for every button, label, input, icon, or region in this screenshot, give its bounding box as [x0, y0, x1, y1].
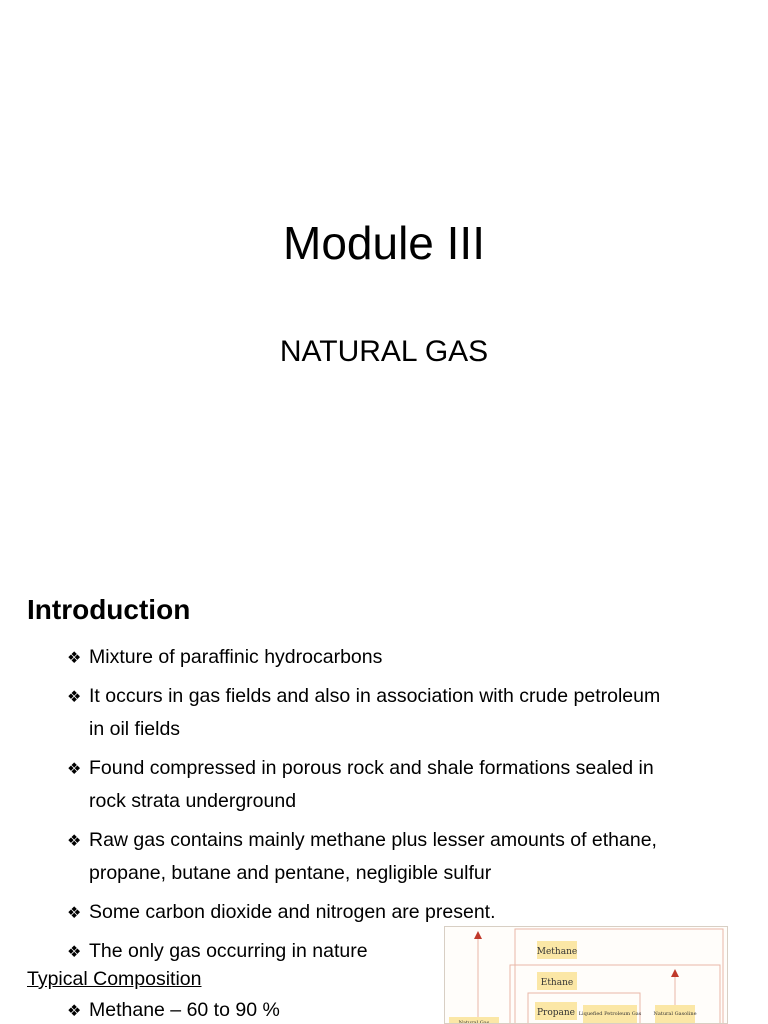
diagram-svg	[445, 927, 728, 1024]
bullet-text: Found compressed in porous rock and shale formations sealed in	[89, 757, 654, 779]
bullet-text-continued: in oil fields	[89, 718, 181, 740]
composition-list	[67, 994, 280, 1024]
bullet-text: Mixture of paraffinic hydrocarbons	[89, 646, 383, 668]
bullet-text: It occurs in gas fields and also in association with crude petroleum	[89, 685, 661, 707]
module-title: Module III	[283, 217, 485, 269]
bullet-text: Raw gas contains mainly methane plus lesser amounts of ethane,	[89, 829, 657, 851]
diamond-bullet-icon: ❖	[67, 759, 82, 778]
bullet-item	[67, 641, 737, 674]
up-arrow-icon	[474, 931, 482, 939]
bullet-text: Some carbon dioxide and nitrogen are present.	[89, 901, 496, 923]
propane-label: Propane	[536, 1008, 576, 1018]
bullet-item	[67, 680, 737, 746]
typical-composition-heading: Typical Composition	[27, 968, 202, 990]
composition-item	[67, 994, 280, 1024]
bullet-item	[67, 896, 737, 929]
bullet-text-continued: rock strata underground	[89, 790, 297, 812]
introduction-bullet-list	[67, 641, 737, 974]
diamond-bullet-icon: ❖	[67, 903, 82, 922]
gas-fractions-diagram	[444, 926, 728, 1024]
diamond-bullet-icon: ❖	[67, 1001, 82, 1020]
composition-text: Methane – 60 to 90 %	[89, 999, 280, 1021]
diamond-bullet-icon: ❖	[67, 831, 82, 850]
natural-gasoline-label: Natural Gasoline	[653, 1011, 697, 1017]
methane-label: Methane	[536, 947, 578, 957]
ethane-label: Ethane	[540, 978, 574, 988]
module-subtitle: NATURAL GAS	[279, 335, 489, 368]
up-arrow-icon	[671, 969, 679, 977]
natural-gas-label: Natural Gas	[458, 1020, 490, 1024]
diamond-bullet-icon: ❖	[67, 942, 82, 961]
bullet-text: The only gas occurring in nature	[89, 940, 368, 962]
diamond-bullet-icon: ❖	[67, 648, 82, 667]
bullet-text-continued: propane, butane and pentane, negligible sulfur	[89, 862, 492, 884]
bullet-item	[67, 824, 737, 890]
introduction-heading: Introduction	[27, 594, 191, 625]
lpg-label: Liquefied Petroleum Gas	[578, 1011, 642, 1017]
bullet-item	[67, 752, 737, 818]
diamond-bullet-icon: ❖	[67, 687, 82, 706]
